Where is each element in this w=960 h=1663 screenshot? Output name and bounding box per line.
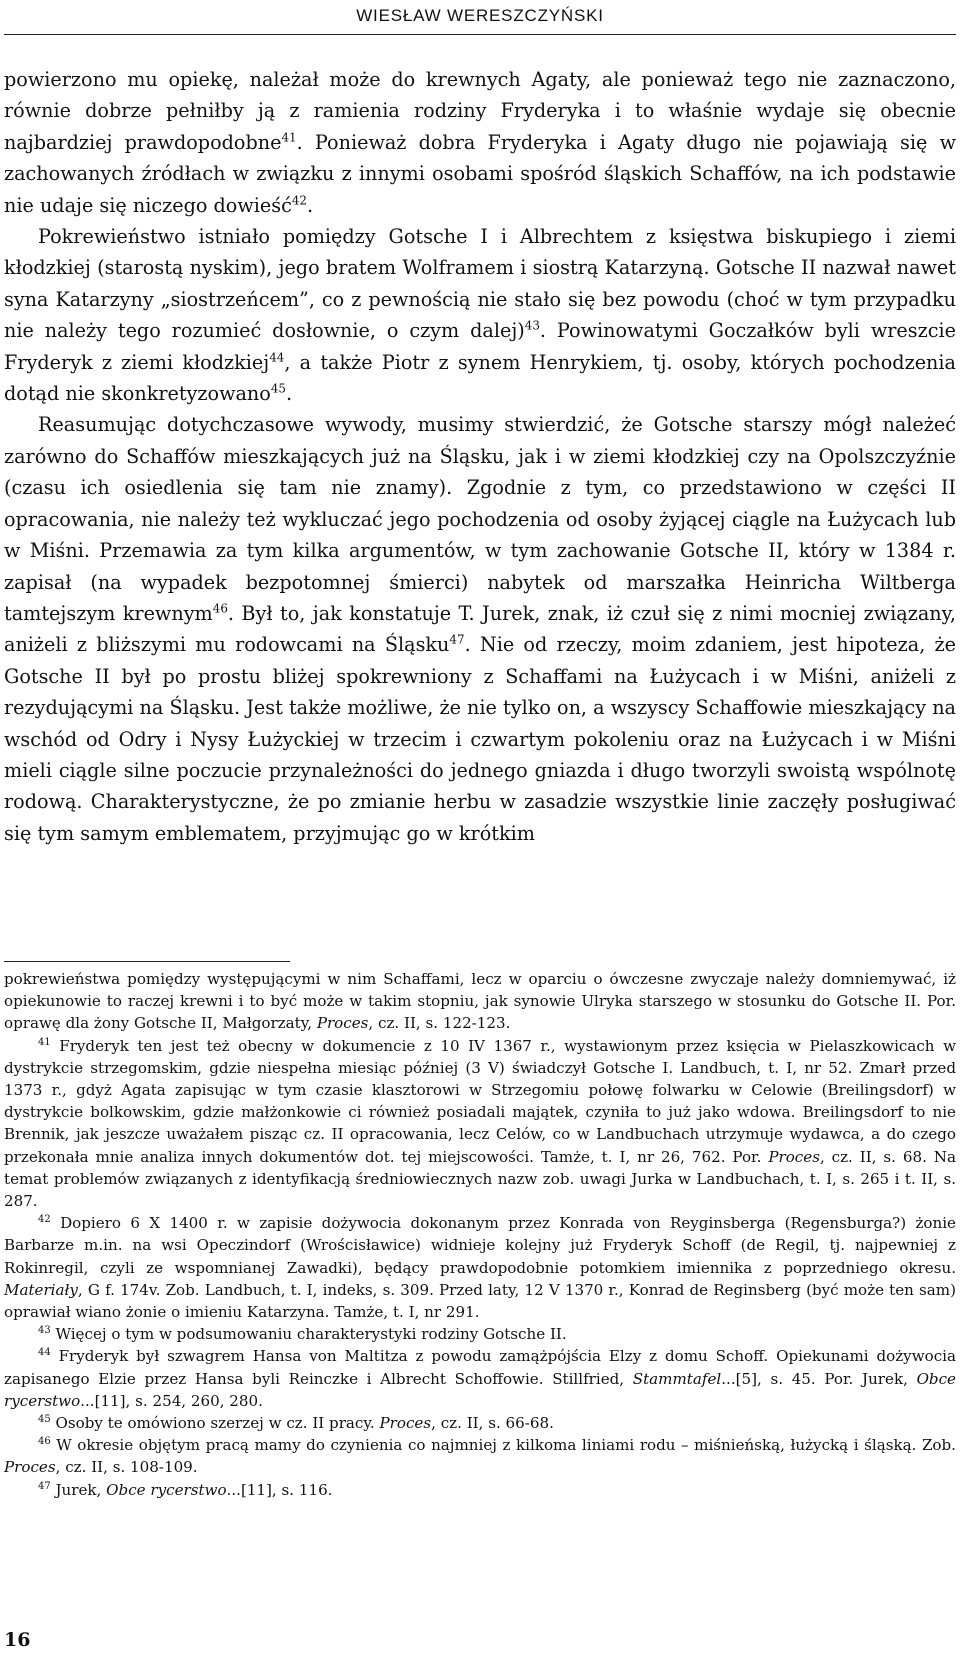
text-run: , cz. II, s. 108-109. [55, 1458, 198, 1477]
text-run: . [307, 193, 314, 217]
text-run: Fryderyk ten jest też obecny w dokumencie z 10 IV 1367 r., wystawionym przez księcia w Pielaszkowicach w dystrykcie strzegomskim, gdzie niespełna miesiąc później (3 V) świadczył Gotsche I. Landbuch, t. I, nr 52. Zmarł przed 1373 r., gdyż Agata zapisując w tym czasie klasztorowi w Strzegomiu połowę folwarku w Celowie (Breilingsdorf) w dystrykcie bolkowskim, gdzie małżonkowie ci również posiadali majątek, czyniła to już jako wdowa. Breilingsdorf to nie Brennik, jak jeszcze uważałem pisząc cz. II opracowania, lecz Celów, co w Landbuchach utrzymuje wydawca, a do czego przekonała mnie analiza innych dokumentów dot. tej miejscowości. Tamże, t. I, nr 26, 762. Por. [4, 1036, 956, 1166]
text-run: Dopiero 6 X 1400 r. w zapisie dożywocia dokonanym przez Konrada von Reyginsberga (Regensburga?) żonie Barbarze m.in. na wsi Opeczindorf (Wrościsławice) widnieje kolejny już Fryderyk Schoff (de Regil, tj. najpewniej z Rokinregil, czyli ze wspomnianej Zawadki), będący prawdopodobnie potomkiem imiennika z poprzedniego okresu. [4, 1214, 956, 1277]
text-run: ...[11], s. 254, 260, 280. [80, 1391, 263, 1410]
footnote-46 [4, 1434, 956, 1478]
footnotes [4, 968, 956, 1501]
footnote-number: 46 [38, 1436, 51, 1448]
footnote-45 [4, 1412, 956, 1434]
text-run: Reasumując dotychczasowe wywody, musimy stwierdzić, że Gotsche starszy mógł należeć zarówno do Schaffów mieszkających już na Śląsku, jak i w ziemi kłodzkiej czy na Opolszczyźnie (czasu ich osiedlenia się tam nie znamy). Zgodnie z tym, co przedstawiono w części II opracowania, nie należy też wykluczać jego pochodzenia od osoby żyjącej ciągle na Łużycach lub w Miśni. Przemawia za tym kilka argumentów, w tym zachowanie Gotsche II, który w 1384 r. zapisał (na wypadek bezpotomnej śmierci) nabytek od marszałka Heinricha Wiltberga tamtejszym krewnym [4, 413, 956, 625]
italic-title: Proces [768, 1147, 820, 1166]
footnote-44 [4, 1345, 956, 1412]
text-run: ...[11], s. 116. [226, 1480, 333, 1499]
footnote-42 [4, 1212, 956, 1323]
text-run: Fryderyk był szwagrem Hansa von Maltitza z powodu zamążpójścia Elzy z domu Schoff. Opiekunami dożywocia zapisanego Elzie przez Hansa byli Reinczke i Albrecht Schoffowie. Stillfried, [4, 1347, 956, 1388]
text-run: , cz. II, s. 68. Na temat problemów związanych z identyfikacją średniowiecznych nazw zob. uwagi Jurka w Landbuchach, t. I, s. 265 i t. II, s. 287. [4, 1147, 957, 1211]
footnote-ref-44[interactable]: 44 [269, 350, 285, 365]
text-run: powierzono mu opiekę, należał może do krewnych Agaty, ale ponieważ tego nie zaznaczono, równie dobrze pełniłby ją z ramienia rodziny Fryderyka i to właśnie wydaje się obecnie najbardziej prawdopodobne [4, 68, 956, 154]
footnote-number: 41 [38, 1036, 51, 1048]
text-run: , cz. II, s. 66-68. [431, 1414, 554, 1433]
italic-title: Stammtafel [632, 1369, 722, 1388]
italic-title: Proces [4, 1458, 56, 1477]
main-text [4, 64, 956, 849]
text-run: Jurek, [55, 1480, 107, 1499]
footnote-47 [4, 1479, 956, 1501]
footnote-ref-47[interactable]: 47 [449, 632, 465, 647]
italic-title: Materiały [4, 1280, 78, 1299]
footnote-41 [4, 1035, 956, 1213]
text-run: . Powinowatymi Goczałków byli wreszcie Fryderyk z ziemi kłodzkiej [4, 319, 956, 374]
footnote-continuation [4, 968, 956, 1035]
footnote-ref-43[interactable]: 43 [524, 318, 540, 333]
italic-title: Obce rycerstwo [4, 1369, 956, 1410]
text-run: Pokrewieństwo istniało pomiędzy Gotsche I i Albrechtem z księstwa biskupiego i ziemi kłodzkiej (starostą nyskim), jego bratem Wolframem i siostrą Katarzyną. Gotsche II nazwał nawet syna Katarzyny „siostrzeńcem”, co z pewnością nie stało się bez powodu (choć w tym przypadku nie należy tego rozumieć dosłownie, o czym dalej) [4, 225, 956, 343]
italic-title: Obce rycerstwo [106, 1480, 227, 1499]
text-run: Więcej o tym w podsumowaniu charakterystyki rodziny Gotsche II. [55, 1325, 567, 1344]
text-run: , a także Piotr z synem Henrykiem, tj. osoby, których pochodzenia dotąd nie skonkretyzowano [4, 350, 956, 406]
text-run: Osoby te omówiono szerzej w cz. II pracy. [55, 1414, 380, 1433]
footnote-43 [4, 1323, 956, 1345]
footnote-number: 42 [38, 1214, 51, 1226]
text-run: . [285, 382, 293, 406]
footnote-number: 44 [38, 1347, 51, 1359]
text-run: . Był to, jak konstatuje T. Jurek, znak, iż czuł się z nimi mocniej związany, aniżeli z bliższymi mu rodowcami na Śląsku [4, 601, 956, 657]
paragraph-1 [4, 64, 956, 221]
text-run: pokrewieństwa pomiędzy występującymi w nim Schaffami, lecz w oparciu o ówczesne zwyczaje należy domniemywać, iż opiekunowie to raczej krewni i to być może w takim stopniu, jak synowie Ulryka starszego w stosunku do Gotsche II. Por. oprawę dla żony Gotsche II, Małgorzaty, [4, 970, 956, 1033]
text-run: . Nie od rzeczy, moim zdaniem, jest hipoteza, że Gotsche II był po prostu bliżej spokrewniony z Schaffami na Łużycach i w Miśni, aniżeli z rezydującymi na Śląsku. Jest także możliwe, że nie tylko on, a wszyscy Schaffowie mieszkający na wschód od Odry i Nysy Łużyckiej w trzecim i czwartym pokoleniu oraz na Łużycach i w Miśni mieli ciągle silne poczucie przynależności do jednego gniazda i długo tworzyli swoistą wspólnotę rodową. Charakterystyczne, że po zmianie herbu w zasadzie wszystkie linie zaczęły posługiwać się tym samym emblematem, przyjmując go w krótkim [4, 633, 956, 845]
header-rule [4, 34, 956, 35]
text-run: W okresie objętym pracą mamy do czynienia co najmniej z kilkoma liniami rodu – miśnieńską, łużycką i śląską. Zob. [56, 1436, 956, 1455]
footnote-ref-41[interactable]: 41 [281, 130, 297, 145]
footnote-number: 43 [38, 1325, 51, 1337]
text-run: , cz. II, s. 122-123. [368, 1014, 511, 1033]
footnote-ref-42[interactable]: 42 [291, 193, 307, 208]
footnote-ref-46[interactable]: 46 [212, 601, 228, 616]
text-run: ...[5], s. 45. Por. Jurek, [721, 1369, 917, 1388]
footnote-number: 47 [38, 1480, 51, 1492]
footnote-separator [4, 961, 290, 962]
page-number: 16 [4, 1629, 31, 1651]
italic-title: Proces [379, 1414, 432, 1433]
footnote-ref-45[interactable]: 45 [270, 381, 286, 396]
text-run: . Ponieważ dobra Fryderyka i Agaty długo nie pojawiają się w zachowanych źródłach w związku z innymi osobami spośród śląskich Schaffów, na ich podstawie nie udaje się niczego dowieść [4, 130, 956, 217]
running-head: WIESŁAW WERESZCZYŃSKI [356, 6, 604, 25]
footnote-number: 45 [38, 1414, 51, 1426]
text-run: , G f. 174v. Zob. Landbuch, t. I, indeks, s. 309. Przed laty, 12 V 1370 r., Konrad de Reginsberg (być może ten sam) oprawiał wiano żonie o imieniu Katarzyna. Tamże, t. I, nr 291. [4, 1280, 956, 1322]
italic-title: Proces [316, 1014, 369, 1033]
paragraph-2 [4, 221, 956, 409]
paragraph-3 [4, 409, 956, 849]
